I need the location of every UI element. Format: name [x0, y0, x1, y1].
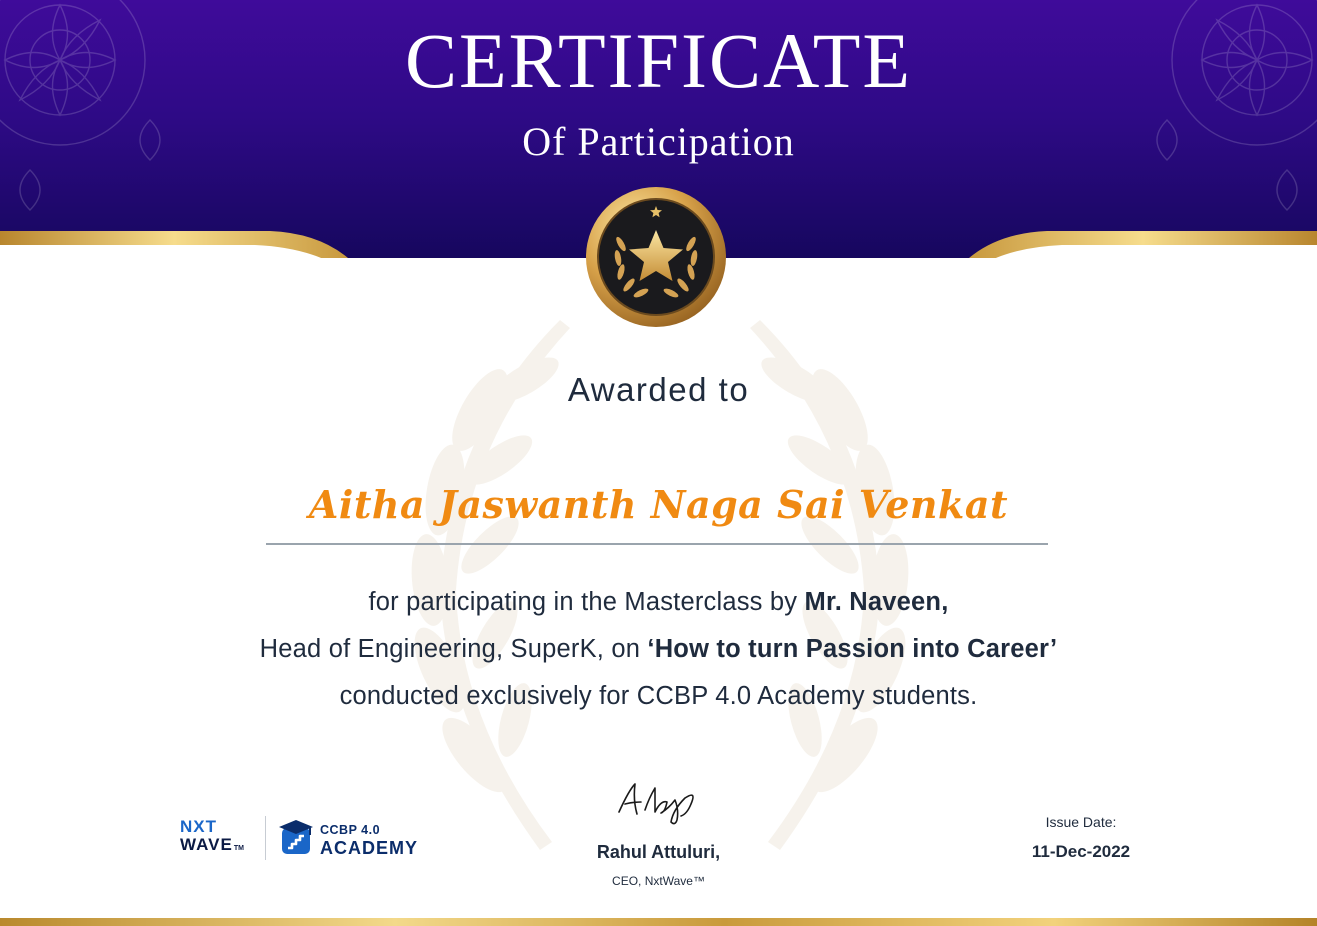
name-underline — [266, 543, 1048, 545]
signer-title: CEO, NxtWave™ — [612, 874, 705, 888]
speaker-name: Mr. Naveen, — [804, 588, 949, 616]
issue-date-value: 11-Dec-2022 — [1031, 842, 1131, 861]
issue-date-label: Issue Date: — [1045, 814, 1117, 830]
star-medal-icon — [585, 186, 727, 328]
body-line-1 — [0, 588, 1317, 617]
nxtwave-logo-wave: WAVE — [180, 835, 233, 854]
body-line-1-text: for participating in the Masterclass by — [368, 588, 805, 616]
recipient-name: Aitha Jaswanth Naga Sai Venkat — [308, 482, 1009, 527]
body-line-2 — [0, 635, 1317, 664]
signature-image — [611, 780, 711, 830]
academy-label: ACADEMY — [320, 838, 419, 858]
nxtwave-logo-tm: TM — [233, 845, 244, 852]
body-line-2-text: Head of Engineering, SuperK, on — [259, 635, 648, 663]
ccbp-version: CCBP 4.0 — [320, 823, 381, 837]
masterclass-title: ‘How to turn Passion into Career’ — [647, 635, 1058, 663]
body-line-3: conducted exclusively for CCBP 4.0 Academy students. — [339, 682, 978, 710]
certificate-subtitle: Of Participation — [522, 119, 795, 164]
awarded-label: Awarded to — [567, 371, 750, 408]
certificate-title: CERTIFICATE — [405, 17, 912, 104]
nxtwave-logo-nxt: NXT — [180, 817, 217, 836]
gold-bottom-border — [0, 918, 1317, 926]
signer-name: Rahul Attuluri, — [596, 842, 721, 862]
